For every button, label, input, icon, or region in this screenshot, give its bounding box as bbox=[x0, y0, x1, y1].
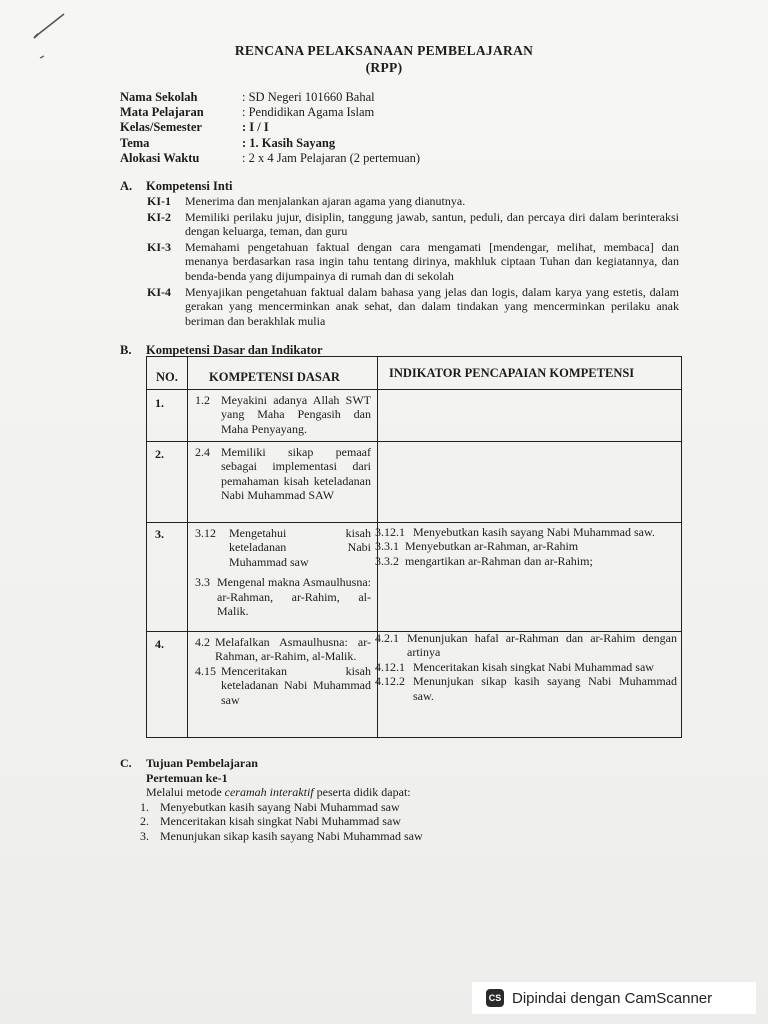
camscanner-logo-icon: CS bbox=[486, 989, 504, 1007]
list-text: Menceritakan kisah singkat Nabi Muhammad saw bbox=[160, 814, 401, 829]
list-number: 1. bbox=[140, 799, 149, 814]
identity-label: Kelas/Semester bbox=[120, 120, 202, 135]
intro-text: Melalui metode bbox=[146, 785, 225, 800]
kd-text: Mengenal makna Asmaulhusna: ar-Rahman, ar-Rahim, al-Malik. bbox=[217, 575, 371, 619]
indicator-text: Menyebutkan ar-Rahman, ar-Rahim bbox=[405, 539, 579, 554]
indicator-text: Menunjukan hafal ar-Rahman dan ar-Rahim dengan artinya bbox=[407, 631, 677, 660]
kd-code: 4.15 bbox=[195, 663, 216, 678]
identity-row bbox=[120, 136, 420, 151]
list-item bbox=[140, 799, 423, 815]
kd-text: Memiliki sikap pemaaf sebagai implementasi dari pemahaman kisah keteladanan Nabi Muhammad SAW bbox=[221, 445, 371, 503]
section-a-heading bbox=[120, 179, 232, 194]
indicator-code: 4.12.2 bbox=[375, 674, 405, 689]
document-title: RENCANA PELAKSANAAN PEMBELAJARAN bbox=[234, 43, 534, 58]
indicator-item bbox=[375, 539, 677, 553]
section-letter: A. bbox=[120, 179, 133, 193]
tujuan-section bbox=[120, 756, 423, 844]
row-number: 2. bbox=[155, 447, 164, 461]
kd-code: 3.12 bbox=[195, 526, 216, 540]
indicator-text: mengartikan ar-Rahman dan ar-Rahim; bbox=[405, 553, 593, 568]
intro-method: ceramah interaktif bbox=[224, 785, 314, 800]
ki-code: KI-1 bbox=[147, 194, 171, 208]
kd-item bbox=[195, 393, 371, 436]
identity-label: Nama Sekolah bbox=[120, 90, 198, 104]
indicator-cell bbox=[375, 631, 677, 703]
tujuan-intro bbox=[146, 785, 423, 800]
document-subtitle: (RPP) bbox=[365, 60, 403, 75]
indicator-code: 4.2.1 bbox=[375, 631, 399, 645]
section-title: Kompetensi Dasar dan Indikator bbox=[146, 343, 323, 357]
column-header-indikator: INDIKATOR PENCAPAIAN KOMPETENSI bbox=[389, 366, 635, 380]
kd-code: 2.4 bbox=[195, 445, 210, 459]
ki-text: Memahami pengetahuan faktual dengan cara mengamati [mendengar, melihat, membaca] dan menanya berdasarkan rasa ingin tahu tentang dirinya, makhluk ciptaan Tuhan dan kegiatannya, dan benda-benda yang dijumpainya di rumah dan di sekolah bbox=[185, 239, 679, 283]
kompetensi-table bbox=[146, 356, 682, 738]
kompetensi-inti-list bbox=[147, 194, 679, 329]
kd-text: Mengetahui kisah keteladanan Nabi Muhammad saw bbox=[229, 526, 371, 569]
indicator-code: 3.3.2 bbox=[375, 553, 399, 568]
identity-label: Tema bbox=[120, 135, 150, 150]
kd-code: 1.2 bbox=[195, 393, 210, 407]
indicator-text: Menunjukan sikap kasih sayang Nabi Muhammad saw. bbox=[413, 674, 677, 703]
list-item bbox=[140, 814, 423, 829]
ki-item bbox=[147, 210, 679, 239]
identity-row bbox=[120, 105, 420, 120]
section-title: Tujuan Pembelajaran bbox=[146, 756, 258, 770]
indicator-code: 3.3.1 bbox=[375, 539, 399, 554]
kd-text: Menceritakan kisah keteladanan Nabi Muhammad saw bbox=[221, 663, 371, 707]
kd-item bbox=[195, 664, 371, 707]
identity-row bbox=[120, 151, 420, 166]
column-header-kd: KOMPETENSI DASAR bbox=[209, 370, 340, 384]
kd-code: 3.3 bbox=[195, 575, 210, 590]
kd-item bbox=[195, 635, 371, 664]
kd-cell bbox=[195, 635, 371, 707]
watermark-text: Dipindai dengan CamScanner bbox=[512, 989, 713, 1007]
indicator-item bbox=[375, 660, 677, 674]
section-letter: C. bbox=[120, 756, 132, 770]
tujuan-list bbox=[140, 799, 423, 844]
row-number: 3. bbox=[155, 527, 164, 541]
intro-text-end: peserta didik dapat: bbox=[313, 785, 411, 800]
table-divider bbox=[147, 441, 681, 442]
ki-item bbox=[147, 194, 679, 209]
indicator-item bbox=[375, 631, 677, 660]
row-number: 4. bbox=[155, 637, 164, 651]
camscanner-watermark bbox=[472, 982, 756, 1014]
indicator-cell bbox=[375, 525, 677, 568]
section-title: Kompetensi Inti bbox=[146, 179, 233, 193]
meeting-label: Pertemuan ke-1 bbox=[146, 770, 228, 785]
kd-item bbox=[195, 526, 371, 569]
identity-label: Alokasi Waktu bbox=[120, 150, 200, 165]
identity-value: : SD Negeri 101660 Bahal bbox=[242, 90, 375, 104]
ki-item bbox=[147, 285, 679, 329]
indicator-item bbox=[375, 525, 677, 539]
indicator-item bbox=[375, 674, 677, 703]
identity-value: : I / I bbox=[242, 120, 269, 135]
ki-item bbox=[147, 240, 679, 284]
table-divider bbox=[187, 357, 188, 737]
table-divider bbox=[147, 389, 681, 390]
kd-text: Meyakini adanya Allah SWT yang Maha Pengasih dan Maha Penyayang. bbox=[221, 393, 371, 436]
ki-text: Memiliki perilaku jujur, disiplin, tanggung jawab, santun, peduli, dan percaya diri dalam berinteraksi dengan keluarga, teman, dan guru bbox=[185, 209, 679, 239]
identity-value: : 1. Kasih Sayang bbox=[242, 135, 336, 150]
indicator-text: Menyebutkan kasih sayang Nabi Muhammad saw. bbox=[413, 525, 655, 539]
identity-value: : 2 x 4 Jam Pelajaran (2 pertemuan) bbox=[242, 150, 421, 165]
ki-code: KI-3 bbox=[147, 239, 171, 254]
ki-code: KI-4 bbox=[147, 284, 171, 299]
identity-block bbox=[120, 90, 420, 166]
indicator-text: Menceritakan kisah singkat Nabi Muhammad saw bbox=[413, 659, 654, 674]
identity-row bbox=[120, 120, 420, 135]
list-text: Menunjukan sikap kasih sayang Nabi Muhammad saw bbox=[160, 828, 423, 843]
table-divider bbox=[147, 522, 681, 523]
kd-code: 4.2 bbox=[195, 635, 210, 649]
indicator-item bbox=[375, 554, 677, 568]
section-c-heading bbox=[120, 756, 423, 771]
list-text: Menyebutkan kasih sayang Nabi Muhammad saw bbox=[160, 799, 400, 814]
list-number: 3. bbox=[140, 828, 149, 843]
column-header-no: NO. bbox=[156, 370, 178, 384]
kd-cell bbox=[195, 526, 371, 618]
ki-text: Menerima dan menjalankan ajaran agama yang dianutnya. bbox=[185, 194, 466, 208]
kd-item bbox=[195, 445, 371, 503]
identity-row bbox=[120, 90, 420, 105]
indicator-code: 4.12.1 bbox=[375, 659, 405, 674]
ki-code: KI-2 bbox=[147, 209, 171, 224]
kd-cell bbox=[195, 393, 371, 436]
ki-text: Menyajikan pengetahuan faktual dalam bahasa yang jelas dan logis, dalam karya yang estetis, dalam gerakan yang mencerminkan anak sehat, dan dalam tindakan yang mencerminkan perilaku anak beriman dan berakhlak mulia bbox=[185, 284, 679, 328]
list-number: 2. bbox=[140, 814, 149, 829]
kd-cell bbox=[195, 445, 371, 503]
kd-text: Melafalkan Asmaulhusna: ar-Rahman, ar-Rahim, al-Malik. bbox=[215, 635, 371, 664]
section-letter: B. bbox=[120, 343, 132, 357]
identity-value: : Pendidikan Agama Islam bbox=[242, 105, 375, 120]
list-item bbox=[140, 828, 423, 844]
row-number: 1. bbox=[155, 396, 164, 410]
identity-label: Mata Pelajaran bbox=[120, 105, 204, 120]
kd-item bbox=[195, 575, 371, 618]
indicator-code: 3.12.1 bbox=[375, 525, 405, 539]
